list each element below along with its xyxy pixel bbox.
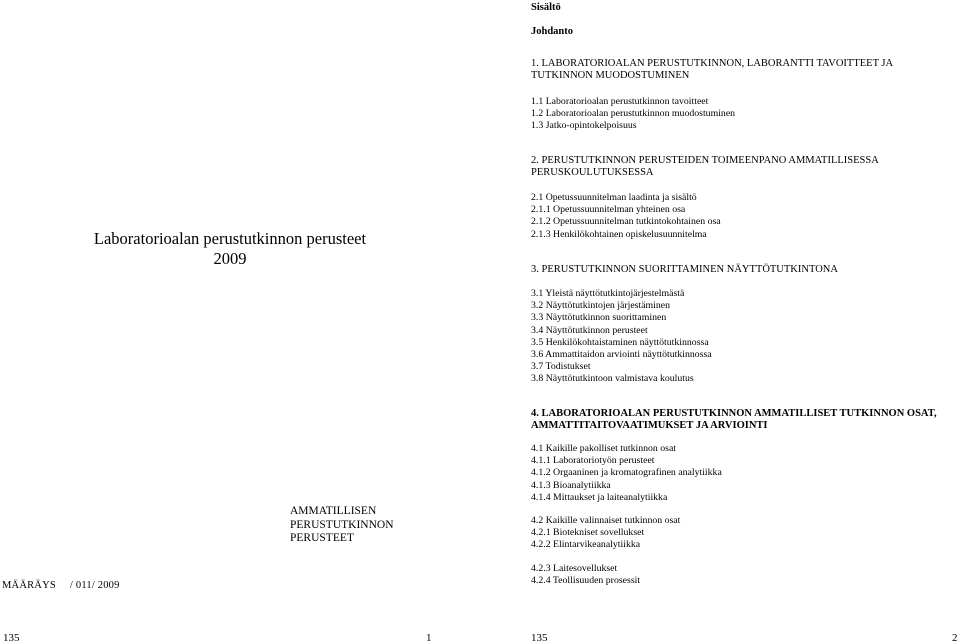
toc-intro: Johdanto [531,26,574,37]
toc-section-title-line: 3. PERUSTUTKINNON SUORITTAMINEN NÄYTTÖTUTKINTONA [531,264,838,275]
toc-entry: 4.1.1 Laboratoriotyön perusteet [531,455,655,467]
toc-entry: 4.2.2 Elintarvikeanalytiikka [531,539,641,551]
toc-entry-list [531,288,712,386]
regulation-reference [2,580,134,591]
toc-entry-list [531,96,735,133]
toc-section-title-line: TUTKINNON MUODOSTUMINEN [531,70,690,81]
page-number-right-inner: 2 [952,632,958,644]
toc-entry: 3.1 Yleistä näyttötutkintojärjestelmästä [531,288,685,299]
toc-entry-list [531,563,640,587]
toc-section-title [531,264,838,276]
toc-section-title-line: 1. LABORATORIOALAN PERUSTUTKINNON, LABORANTTI TAVOITTEET JA [531,58,894,69]
document-title-text: Laboratorioalan perustutkinnon perusteet [93,229,367,248]
regulation-label: MÄÄRÄYS [2,580,56,591]
document-title [40,229,420,269]
toc-section-title-line: 2. PERUSTUTKINNON PERUSTEIDEN TOIMEENPANO AMMATILLISESSA [531,155,879,166]
toc-entry: 4.1.3 Bioanalytiikka [531,479,611,491]
toc-entry: 1.1 Laboratorioalan perustutkinnon tavoitteet [531,96,709,107]
page-number-left-outer: 135 [3,632,20,644]
toc-section-title-line: PERUSKOULUTUKSESSA [531,167,654,178]
toc-entry: 1.2 Laboratorioalan perustutkinnon muodostuminen [531,108,736,120]
toc-entry: 3.2 Näyttötutkintojen järjestäminen [531,300,671,312]
toc-section-title [531,408,937,432]
toc-entry: 4.2.3 Laitesovellukset [531,563,618,574]
page-number-left-inner: 1 [426,632,432,644]
toc-entry: 4.2.4 Teollisuuden prosessit [531,575,641,587]
subtitle-line: PERUSTUTKINNON [290,518,394,531]
toc-entry: 4.1 Kaikille pakolliset tutkinnon osat [531,443,677,454]
toc-entry: 3.5 Henkilökohtaistaminen näyttötutkinnossa [531,336,709,348]
toc-entry: 4.1.2 Orgaaninen ja kromatografinen analytiikka [531,467,722,479]
toc-section-title-line: 4. LABORATORIOALAN PERUSTUTKINNON AMMATILLISET TUTKINNON OSAT, [531,408,937,419]
toc-entry: 3.4 Näyttötutkinnon perusteet [531,324,648,336]
toc-entry: 2.1.3 Henkilökohtainen opiskelusuunnitelma [531,228,707,240]
subtitle-line: PERUSTEET [290,532,354,544]
toc-section-title-line: AMMATTITAITOVAATIMUKSET JA ARVIOINTI [531,420,768,431]
toc-entry-list [531,192,721,241]
toc-entry: 2.1.1 Opetussuunnitelman yhteinen osa [531,204,686,216]
toc-section-title [531,155,879,179]
toc-entry: 4.1.4 Mittaukset ja laiteanalytiikka [531,491,668,503]
toc-entry: 4.2 Kaikille valinnaiset tutkinnon osat [531,515,681,526]
toc-entry-list [531,443,722,504]
document-subtitle [290,505,470,546]
toc-entry: 3.6 Ammattitaidon arviointi näyttötutkinnossa [531,349,712,361]
subtitle-line: AMMATILLISEN [290,505,377,517]
toc-entry: 1.3 Jatko-opintokelpoisuus [531,120,637,132]
toc-entry: 2.1 Opetussuunnitelman laadinta ja sisältö [531,192,697,203]
toc-section-title [531,58,893,82]
toc-entry: 3.7 Todistukset [531,361,591,373]
toc-entry: 3.8 Näyttötutkintoon valmistava koulutus [531,373,694,385]
toc-entry-list [531,515,680,552]
regulation-number: / 011/ 2009 [69,580,120,591]
toc-heading: Sisältö [531,2,561,13]
toc-entry: 4.2.1 Biotekniset sovellukset [531,527,645,539]
toc-entry: 3.3 Näyttötutkinnon suorittaminen [531,312,667,324]
document-year: 2009 [213,249,247,268]
toc-entry: 2.1.2 Opetussuunnitelman tutkintokohtainen osa [531,216,721,228]
page-number-right-outer: 135 [531,632,548,644]
